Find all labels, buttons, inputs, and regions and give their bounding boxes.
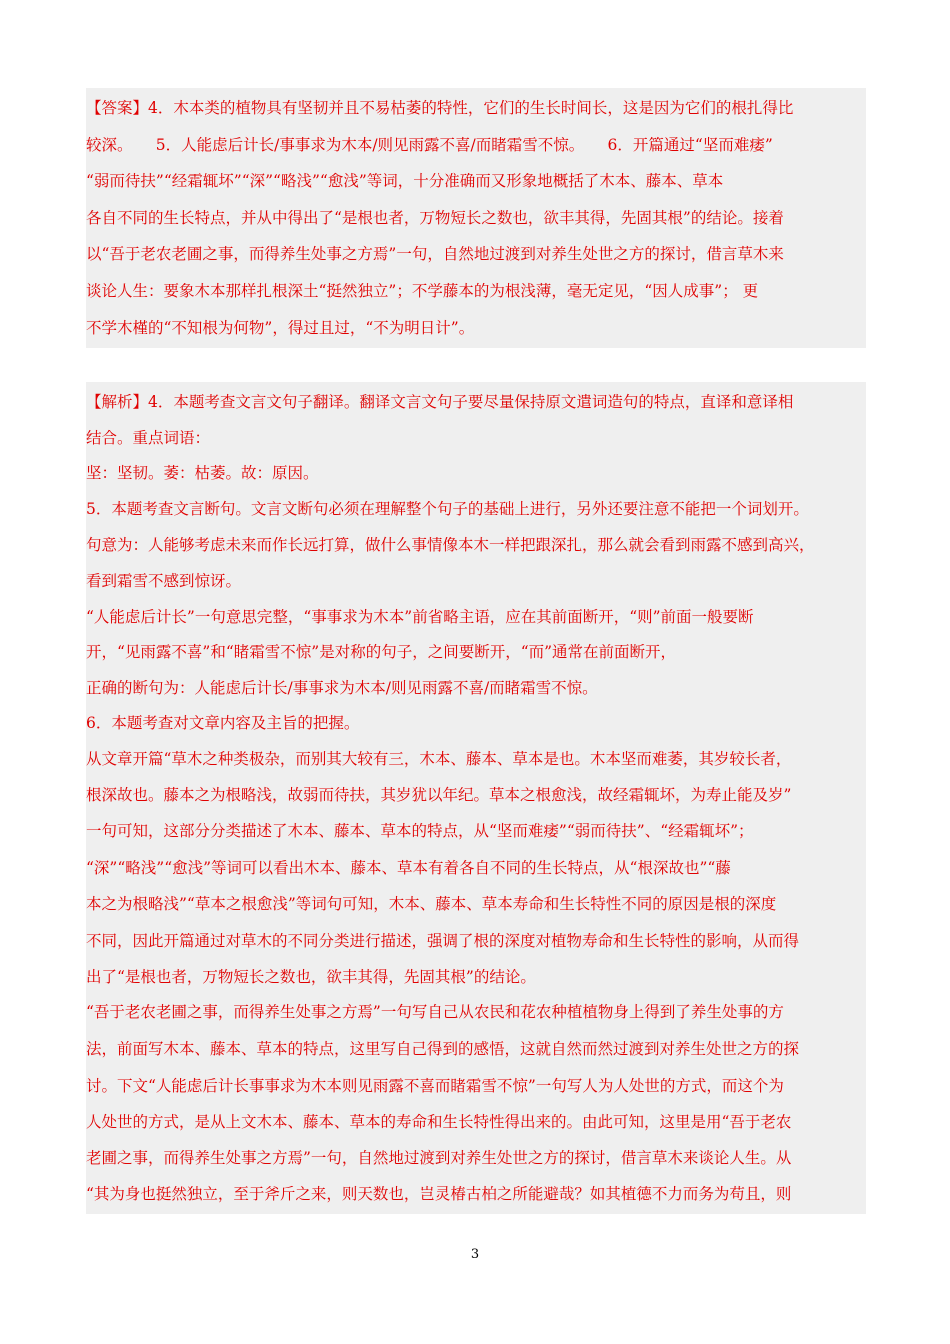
answer-line: 各自不同的生长特点，并从中得出了“是根也者，万物短长之数也，欲丰其得，先固其根”的结论。接着 [86,209,784,227]
analysis-line: “深”“略浅”“愈浅”等词可以看出木本、藤本、草本有着各自不同的生长特点，从“根深故也”“藤 [86,859,731,877]
analysis-line: 不同，因此开篇通过对草木的不同分类进行描述，强调了根的深度对植物寿命和生长特性的影响，从而得 [86,932,800,950]
answer-line: 不学木槿的“不知根为何物”，得过且过，“不为明日计”。 [86,319,475,337]
page-number: 3 [470,1247,480,1262]
analysis-line: 【解析】4．本题考查文言文句子翻译。翻译文言文句子要尽量保持原文遣词造句的特点，直译和意译相 [86,393,794,411]
answer-section [86,88,866,348]
analysis-line: 坚：坚韧。萎：枯萎。故：原因。 [86,464,319,482]
analysis-section [86,382,866,1214]
answer-line: 较深。 5．人能虑后计长/事事求为木本/则见雨露不喜/而睹霜雪不惊。 6．开篇通过“坚而难痿” [86,136,773,154]
answer-line: 以“吾于老农老圃之事，而得养生处事之方焉”一句，自然地过渡到对养生处世之方的探讨，借言草木来 [86,245,784,263]
analysis-line: “人能虑后计长”一句意思完整，“事事求为木本”前省略主语，应在其前面断开，“则”前面一般要断 [86,608,754,626]
answer-line: “弱而待扶”“经霜辄坏”“深”“略浅”“愈浅”等词，十分准确而又形象地概括了木本、藤本、草本 [86,172,724,190]
analysis-line: 出了“是根也者，万物短长之数也，欲丰其得，先固其根”的结论。 [86,968,536,986]
analysis-line: 结合。重点词语： [86,429,211,447]
analysis-line: 根深故也。藤本之为根略浅，故弱而待扶，其岁犹以年纪。草本之根愈浅，故经霜辄坏，为寿止能及岁” [86,786,792,804]
analysis-line: 讨。下文“人能虑后计长事事求为木本则见雨露不喜而睹霜雪不惊”一句写人为人处世的方式，而这个为 [86,1077,784,1095]
analysis-line: 本之为根略浅”“草本之根愈浅”等词句可知，木本、藤本、草本寿命和生长特性不同的原因是根的深度 [86,895,777,913]
analysis-line: “吾于老农老圃之事，而得养生处事之方焉”一句写自己从农民和花农种植植物身上得到了养生处事的方 [86,1003,784,1021]
analysis-line: 正确的断句为：人能虑后计长/事事求为木本/则见雨露不喜/而睹霜雪不惊。 [86,679,598,697]
answer-line: 谈论人生：要象木本那样扎根深土“挺然独立”；不学藤本的为根浅薄，毫无定见，“因人成事”； 更 [86,282,759,300]
analysis-line: 6．本题考查对文章内容及主旨的把握。 [86,714,360,732]
analysis-line: 句意为：人能够考虑未来而作长远打算，做什么事情像本木一样把跟深扎，那么就会看到雨露不感到高兴， [86,536,815,554]
analysis-line: 一句可知，这部分分类描述了木本、藤本、草本的特点，从“坚而难痿”“弱而待扶”、“经霜辄坏”； [86,822,754,840]
analysis-line: 看到霜雪不感到惊讶。 [86,572,242,590]
analysis-line: 开，“见雨露不喜”和“睹霜雪不惊”是对称的句子，之间要断开，“而”通常在前面断开， [86,643,677,661]
answer-line: 【答案】4．木本类的植物具有坚韧并且不易枯萎的特性，它们的生长时间长，这是因为它们的根扎得比 [86,99,794,117]
analysis-line: 从文章开篇“草木之种类极杂，而别其大较有三，木本、藤本、草本是也。木本坚而难萎，其岁较长者， [86,750,792,768]
analysis-line: 人处世的方式，是从上文木本、藤本、草本的寿命和生长特性得出来的。由此可知，这里是用“吾于老农 [86,1113,792,1131]
analysis-line: 老圃之事，而得养生处事之方焉”一句，自然地过渡到对养生处世之方的探讨，借言草木来谈论人生。从 [86,1149,792,1167]
analysis-line: 5．本题考查文言断句。文言文断句必须在理解整个句子的基础上进行，另外还要注意不能把一个词划开。 [86,500,809,518]
analysis-line: “其为身也挺然独立，至于斧斤之来，则天数也，岂灵椿古柏之所能避哉？如其植德不力而务为苟且，则 [86,1185,792,1203]
analysis-line: 法，前面写木本、藤本、草本的特点，这里写自己得到的感悟，这就自然而然过渡到对养生处世之方的探 [86,1040,800,1058]
